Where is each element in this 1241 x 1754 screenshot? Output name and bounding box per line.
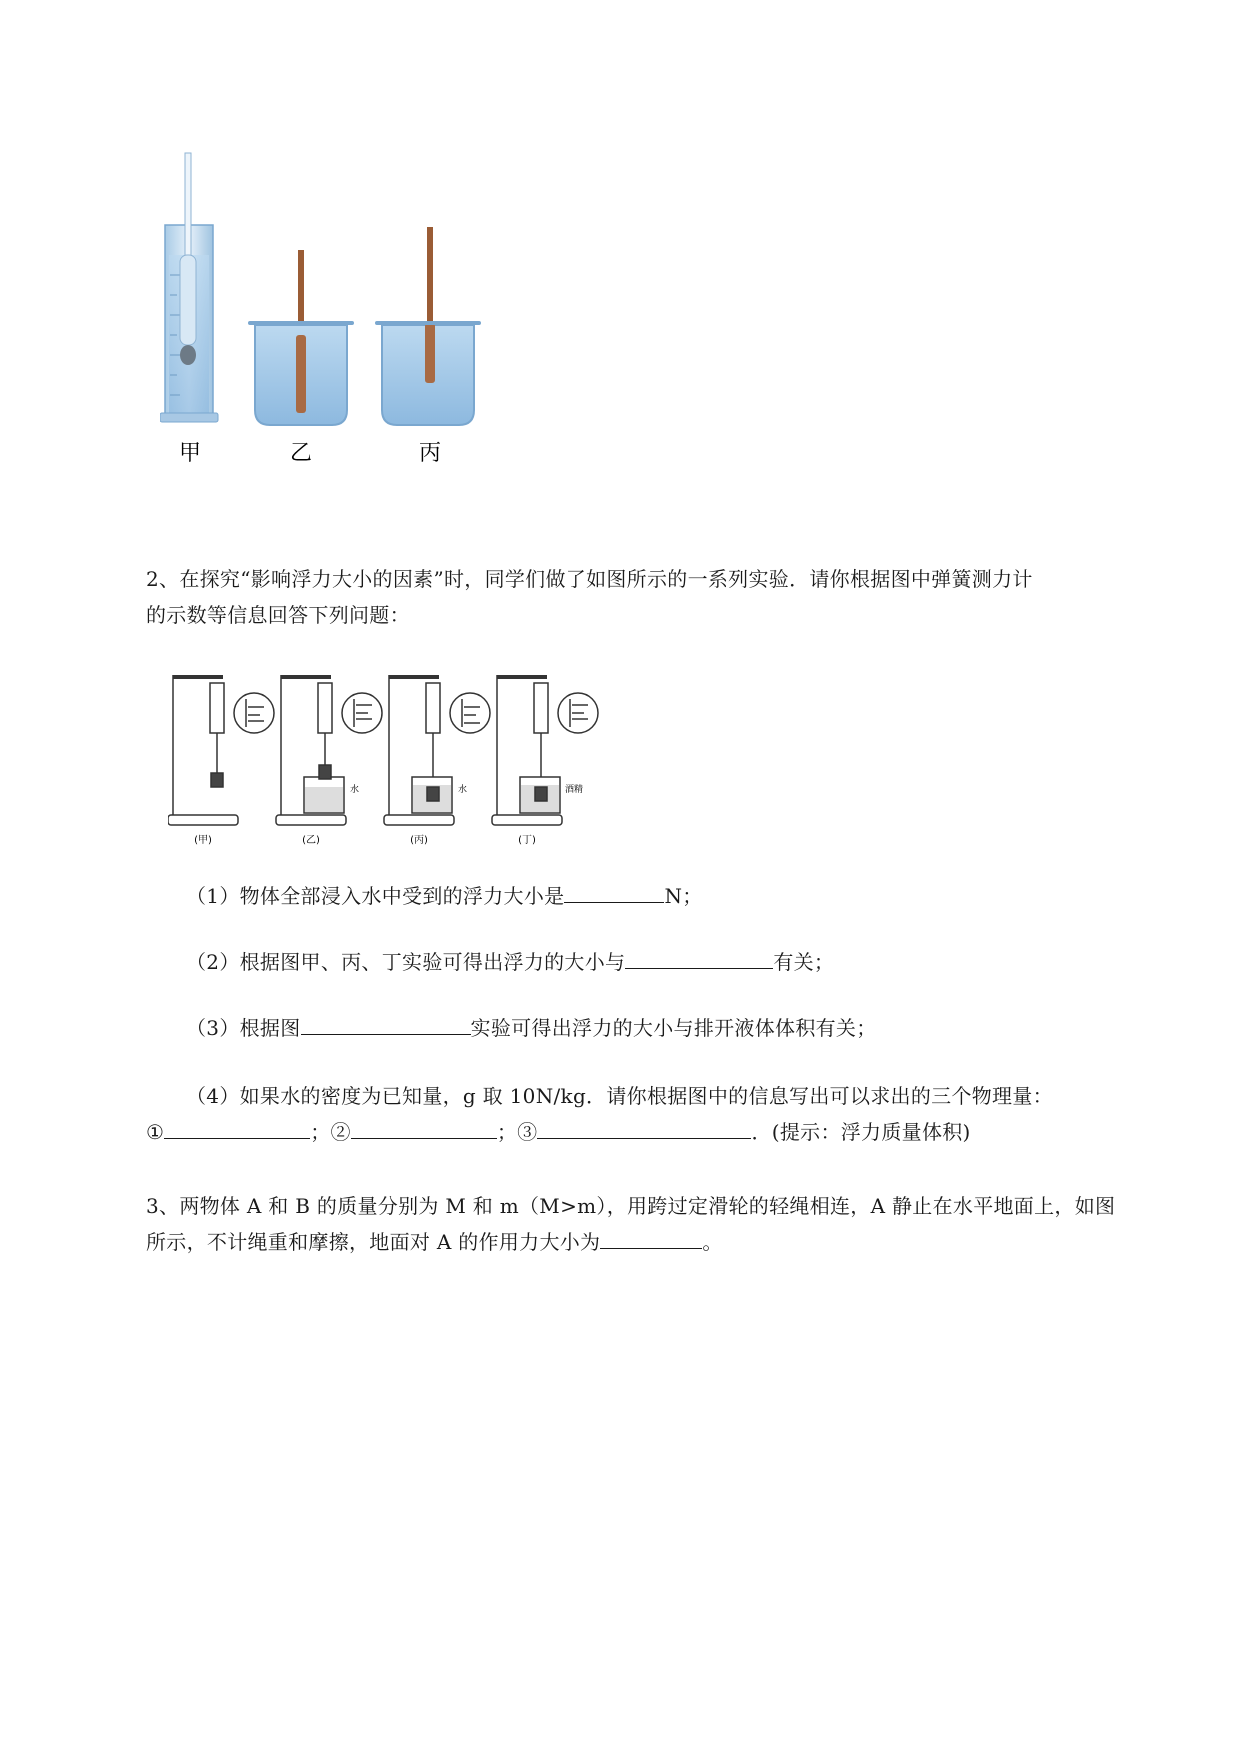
figure1-label-jia: 甲	[178, 441, 202, 466]
q3-line1: 3、两物体 A 和 B 的质量分别为 M 和 m（M>m），用跨过定滑轮的轻绳相连，A 静止在水平地面上，如图	[146, 1194, 1116, 1218]
figure2-liquid-yi: 水	[350, 785, 360, 795]
q3-line2-tail: 。	[702, 1230, 723, 1254]
q2-sub4-tail: ．(提示：浮力质量体积)	[751, 1120, 971, 1144]
q2-sub1	[186, 878, 1156, 914]
q2-sub2	[186, 944, 1156, 980]
figure2-label-bing: (丙)	[410, 835, 428, 846]
q2-sub2-tail: 有关；	[773, 950, 835, 974]
figure2-label-ding: (丁)	[518, 835, 536, 846]
answer-blank[interactable]	[600, 1224, 702, 1249]
q3	[146, 1188, 1156, 1260]
beaker-bing	[377, 227, 479, 425]
q2-sub1-text: （1）物体全部浸入水中受到的浮力大小是	[186, 884, 565, 908]
answer-blank[interactable]	[564, 878, 664, 903]
stand-bing	[384, 675, 490, 825]
answer-blank[interactable]	[625, 944, 773, 969]
q3-line2	[146, 1224, 1156, 1260]
stand-yi	[276, 675, 382, 825]
q2-sub4-mark1: ①	[146, 1120, 165, 1144]
hydrometer-beaker-figure	[160, 145, 540, 525]
beaker-yi	[250, 250, 352, 425]
q2-sub4-line2	[146, 1114, 1156, 1150]
spring-scale-figure	[168, 675, 668, 855]
figure2-label-jia: (甲)	[194, 835, 212, 846]
q2-intro-line1: 2、在探究“影响浮力大小的因素”时，同学们做了如图所示的一系列实验．请你根据图中弹簧测力计	[146, 567, 1033, 591]
figure2-liquid-ding: 酒精	[565, 785, 584, 795]
answer-blank[interactable]	[537, 1114, 751, 1139]
q2-sub3-tail: 实验可得出浮力的大小与排开液体体积有关；	[470, 1016, 877, 1040]
answer-blank[interactable]	[301, 1010, 471, 1035]
figure1-label-bing: 丙	[418, 441, 442, 466]
q2-sub4-mark3: ；③	[496, 1120, 538, 1144]
q2-sub3	[186, 1010, 1156, 1046]
figure2-label-yi: (乙)	[302, 835, 320, 846]
q2-sub1-unit: N；	[664, 884, 703, 908]
figure2-liquid-bing: 水	[458, 785, 468, 795]
graduated-cylinder	[160, 153, 218, 422]
answer-blank[interactable]	[351, 1114, 497, 1139]
answer-blank[interactable]	[164, 1114, 310, 1139]
q2-intro	[146, 561, 1156, 633]
q2-sub3-text: （3）根据图	[186, 1016, 301, 1040]
q2-sub2-text: （2）根据图甲、丙、丁实验可得出浮力的大小与	[186, 950, 626, 974]
q2-sub4-line1: （4）如果水的密度为已知量，g 取 10N/kg．请你根据图中的信息写出可以求出的三个物理量：	[186, 1084, 1053, 1108]
stand-jia	[168, 675, 274, 825]
q2-sub4-mark2: ；②	[310, 1120, 351, 1144]
q3-line2-text: 所示，不计绳重和摩擦，地面对 A 的作用力大小为	[146, 1230, 601, 1254]
q2-intro-line2: 的示数等信息回答下列问题：	[146, 603, 410, 627]
figure1-label-yi: 乙	[289, 441, 313, 466]
stand-ding	[492, 675, 598, 825]
